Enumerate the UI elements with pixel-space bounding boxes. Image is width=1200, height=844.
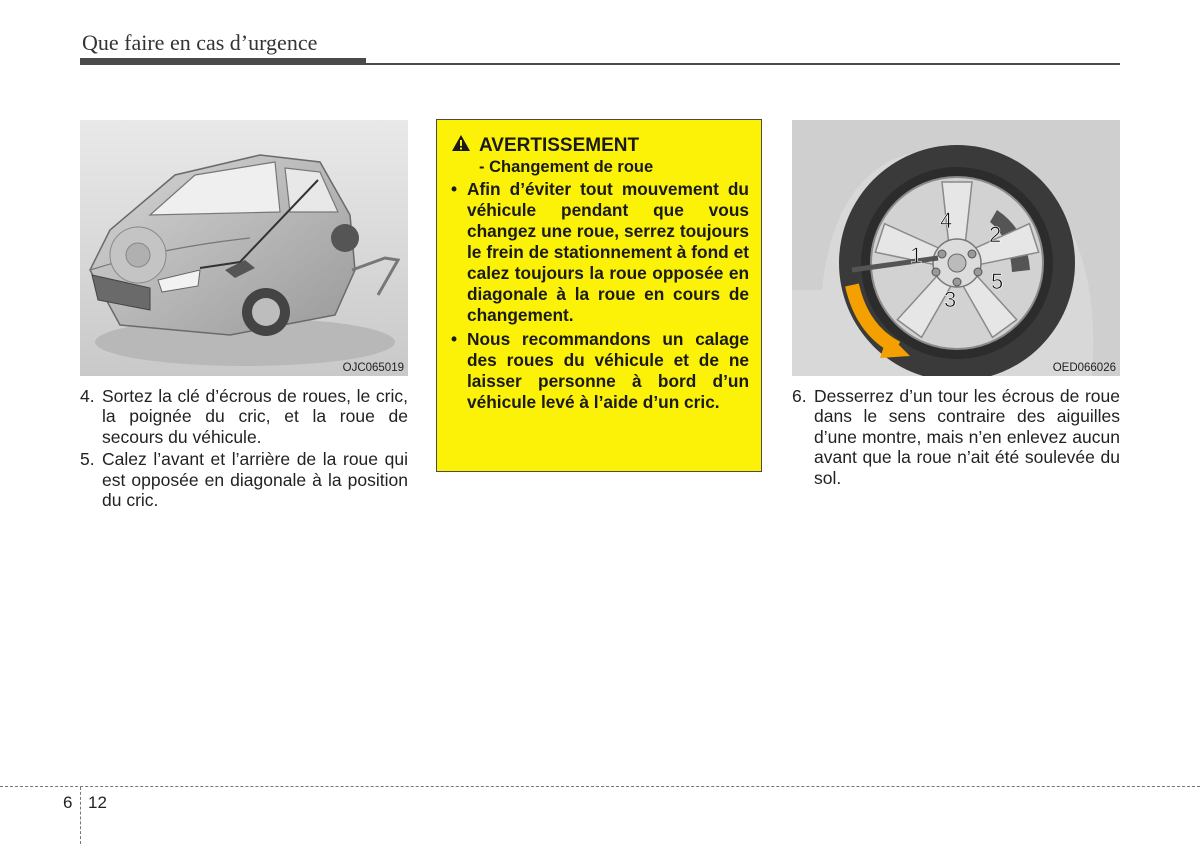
figure-code: OED066026 xyxy=(1052,362,1116,374)
figure-code: OJC065019 xyxy=(342,362,404,374)
step-item xyxy=(80,386,408,447)
footer-vertical-rule xyxy=(80,787,81,844)
step-item xyxy=(80,449,408,510)
nut-label: 4 xyxy=(940,208,953,233)
car-jack-illustration xyxy=(80,120,408,376)
nut-label: 1 xyxy=(910,243,923,268)
nut-label: 3 xyxy=(944,287,957,312)
step-text: Calez l’avant et l’arrière de la roue qui est opposée en diagonale à la position du cric. xyxy=(102,449,408,511)
warning-item xyxy=(451,329,749,413)
bullet: • xyxy=(451,329,458,349)
warning-subtitle: - Changement de roue xyxy=(479,158,654,176)
step-number: 6. xyxy=(792,386,807,406)
wheel-illustration xyxy=(792,120,1120,376)
warning-item-text: Afin d’éviter tout mouvement du véhicule pendant que vous changez une roue, serrez toujours le frein de stationnement à fond et calez toujours la roue opposée en diagonale à la roue en cours de changement. xyxy=(467,179,749,325)
warning-item xyxy=(451,179,749,326)
nut-label: 5 xyxy=(991,269,1004,294)
warning-header xyxy=(451,134,749,157)
chapter-number: 6 xyxy=(63,793,73,812)
car-illustration xyxy=(80,120,408,376)
wheel-nuts-illustration xyxy=(792,120,1120,376)
step-number: 5. xyxy=(80,449,95,470)
step-text: Desserrez d’un tour les écrous de roue dans le sens contraire des aiguilles d’une montre, mais n’en enlevez aucun avant que la roue n’ait été soulevée du sol. xyxy=(814,386,1120,488)
footer-dashed-rule xyxy=(0,786,1200,787)
header-bar xyxy=(80,58,366,65)
left-steps xyxy=(80,386,408,512)
step-number: 4. xyxy=(80,386,95,406)
warning-box xyxy=(436,119,762,472)
step-item xyxy=(792,386,1120,488)
nut-label: 2 xyxy=(989,222,1002,247)
bullet: • xyxy=(451,179,458,199)
warning-triangle-icon xyxy=(451,134,471,157)
page-number: 12 xyxy=(88,793,107,812)
page-header-title: Que faire en cas d’urgence xyxy=(82,30,318,55)
header-rule xyxy=(366,63,1120,65)
warning-item-text: Nous recommandons un calage des roues du véhicule et de ne laisser personne à bord d’un véhicule levé à l’aide d’un cric. xyxy=(467,329,749,412)
warning-title: AVERTISSEMENT xyxy=(479,134,640,156)
right-steps xyxy=(792,386,1120,490)
step-text: Sortez la clé d’écrous de roues, le cric, la poignée du cric, et la roue de secours du véhicule. xyxy=(102,386,408,447)
